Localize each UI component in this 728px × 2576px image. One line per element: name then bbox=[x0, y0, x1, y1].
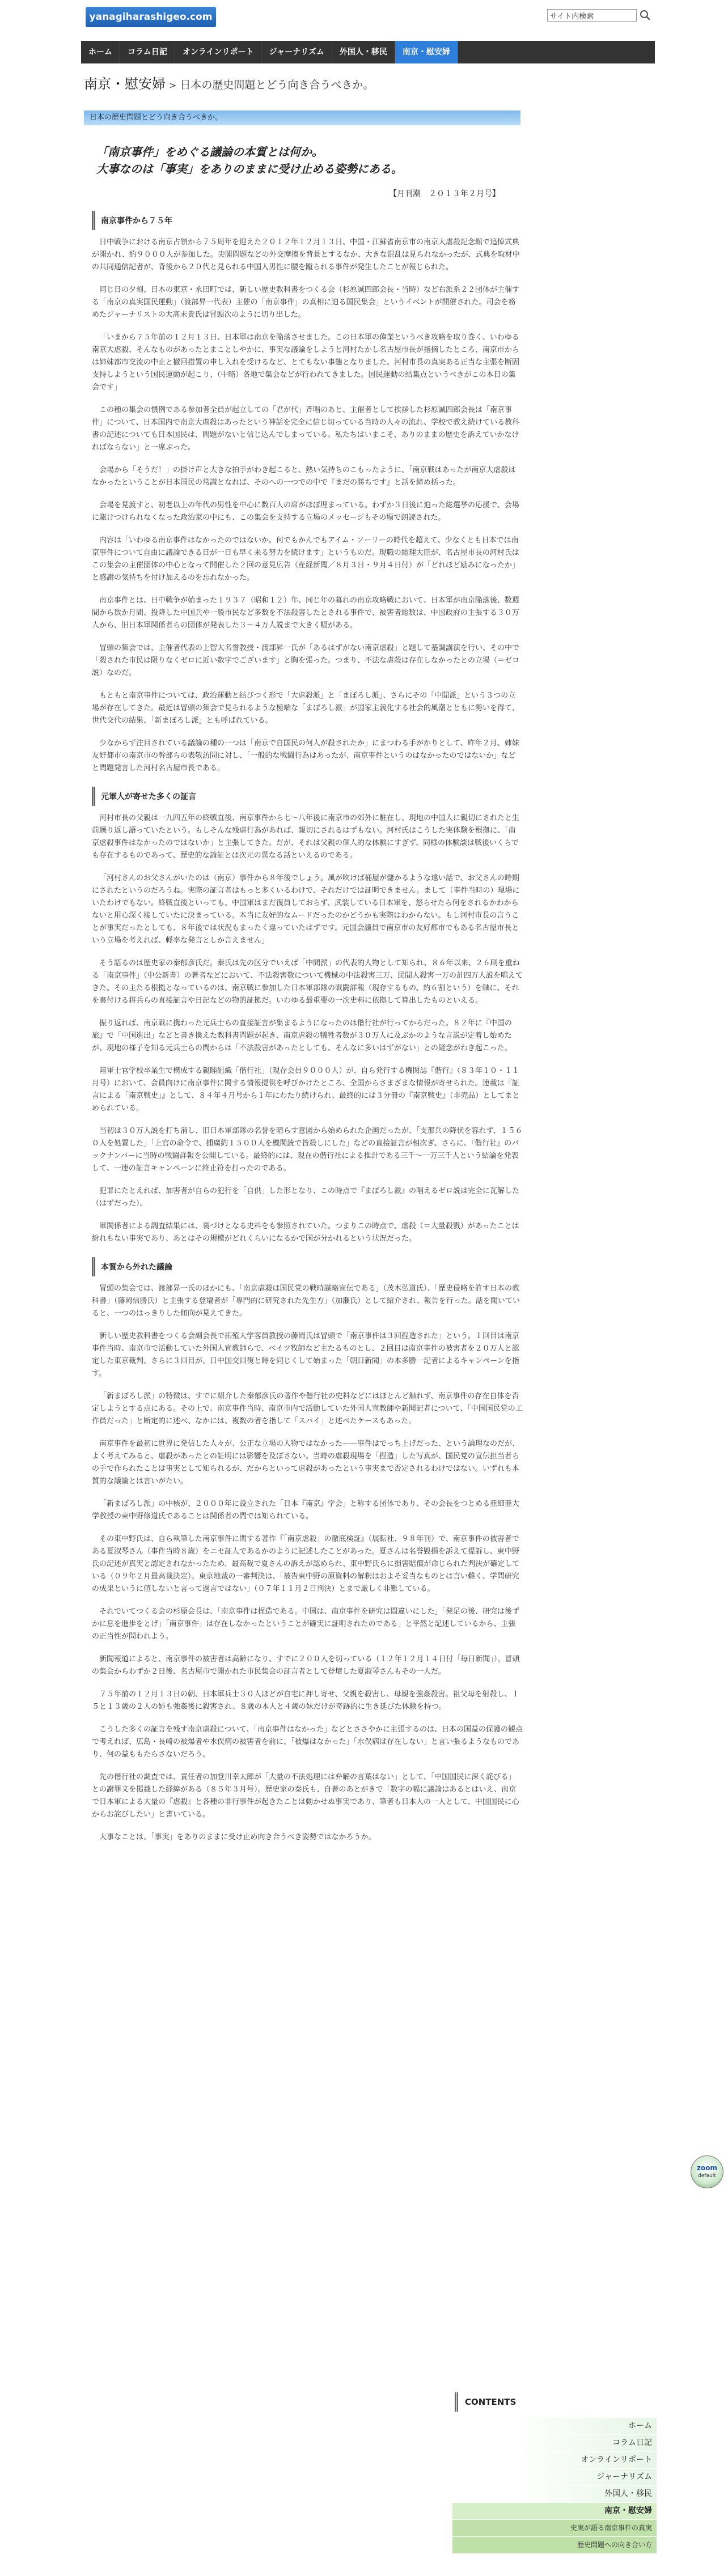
paragraph: 陸軍士官学校卒業生で構成する親睦組織「偕行社」（現存会員９０００人）が、自ら発行する機関誌『偕行』（８３年１０・１１月号）において、会員向けに南京事件に関する情報提供を呼びかけたところ、全国からさまざまな情報が寄せられた。連載は『証言による「南京戦史」』として、８４年４月号から１年にわたり続けられ、最終的には３分冊の『南京戦史』（非売品）としてまとめられている。 bbox=[92, 1067, 520, 1113]
paragraph: 「新まぼろし派」の特徴は、すでに紹介した秦郁彦氏の著作や偕行社の史料などにはほとんど触れず、南京事件の存在自体を否定しようとする点にある。その上で、南京事件当時、南京市内で活動していた外国人宣教師や新聞記者について、「中国国民党の工作員だった」と断定的に述べ、なかには、複数の者を指して「スパイ」と述べたケースもあった。 bbox=[92, 1392, 523, 1425]
nav-online-report[interactable]: オンラインリポート bbox=[175, 41, 262, 63]
paragraph: 先の偕行社の調査では、責任者の加登川幸太郎が「大量の不法処理には弁解の言葉はない」として、「中国国民に深く詫びる」との謝罪文を掲載した経緯がある（８５年３月号）。歴史家の秦氏も、自著のあとがきで「数字の幅に議論はあるとはいえ、南京で日本軍による大量の『虐殺』と各種の非行事件が起きたことは動かせぬ事実であり、筆者も日本人の一人として、中国国民に心からお詫びしたい」と書いている。 bbox=[92, 1773, 519, 1819]
paragraph: 振り返れば、南京戦に携わった元兵士らの直接証言が集まるようになったのは偕行社が行ってからだった。８２年に『中国の旅』で「中国進出」などと書き換えた教科書問題が起き、南京虐殺の犠牲者数が３０万人に及ぶかのような言説が定着し始めたが、現地の様子を知る元兵士らの間からは「不法殺害があったとしても、そんなに多いはずがない」との疑念がわき起こった。 bbox=[92, 1019, 512, 1053]
paragraph: 犯罪にたとえれば、加害者が自らの犯行を「自供」した形となり、この時点で『まぼろし派』の唱えるゼロ説は完全に瓦解した（はずだった）。 bbox=[92, 1187, 520, 1208]
zoom-value: default bbox=[698, 2173, 716, 2179]
magnifier-icon[interactable] bbox=[639, 9, 651, 22]
lead-line-2: 大事なのは「事実」をありのままに受け止める姿勢にある。 bbox=[96, 162, 403, 176]
sidebar-heading-text: CONTENTS bbox=[465, 2397, 517, 2407]
page-subtitle: 日本の歴史問題とどう向き合うべきか。 bbox=[180, 79, 374, 91]
article-body bbox=[84, 210, 523, 1844]
section-heading-1 bbox=[92, 210, 520, 231]
nav-column[interactable]: コラム日記 bbox=[120, 41, 175, 63]
paragraph: 河村市長の父親は一九四五年の終戦直後、南京事件から七〜八年後に南京市の郊外に駐在し、現地の中国人に親切にされたと生前繰り返し語っていたという。もしそんな残虐行為があれば、親切にされるはずもない。河村氏はこうした実体験を根拠に、「南京虐殺事件はなかったのではないか」と主張してきた。だが、それは父親の個人的な体験にすぎず、同様の体験談は戦後いくらでも存在するものであって、歴史的な論証とは次元の異なる話といえるのである。 bbox=[92, 814, 520, 860]
sidebar-subitem-1[interactable]: 史実が語る南京事件の真実 bbox=[452, 2520, 657, 2537]
paragraph: 新しい歴史教科書をつくる会副会長で拓殖大学客員教授の藤岡氏は冒頭で「南京事件は３回捏造された」という。１回目は南京事件当時、南京市で活動していた外国人宣教師らで、ベイツ牧師など主たるものとし、２回目は南京事件の被害者を２０万人と認定した東京裁判、さらに３回目が、日中国交回復と時を同じくして始まった「朝日新聞」の本多勝一記者によるキャンペーンを指す。 bbox=[92, 1332, 520, 1378]
heading-bar-icon bbox=[92, 787, 95, 806]
paragraph: そう語るのは歴史家の秦郁彦氏だ。秦氏は先の区分でいえば「中間派」の代表的人物として知られ、８６年以来、２６刷を重ねる「南京事件」（中公新書）の著者などにおいて、不法殺害数について機械の中法殺害三万、民間人殺害一万の計四万人説を唱えてきた。その主たる根拠となっているのは、南京戦に参加した日本軍部隊の戦闘詳報（現存するもの、約６割という）を軸に、それを裏付ける将兵らの直接証言や日記などの物的証拠だ。いわゆる最重要の一次史料に依拠して算出したものといえる。 bbox=[92, 959, 523, 1005]
publication-date: 【月刊潮 ２０１３年２月号】 bbox=[389, 189, 500, 198]
paragraph: 南京事件を最初に世界に発信した人々が、公正な立場の人物ではなかった——事件はでっち上げだった、という論理なのだが、よく考えてみると、虐殺があったとの証明には影響を及ぼさない。当時の虐殺現場を「捏造」した写真が、国民党の宣伝担当者らの手で作られたことは事実として知られるが、だからといって虐殺があったという事実まで否定されるわけではない。いずれも本質的な議論とは言いがたい。 bbox=[92, 1440, 520, 1486]
paragraph: 内容は「いわゆる南京事件はなかったのではないか。何でもかんでもアイム・ソーリーの時代を超えて、少なくとも日本では南京事件について自由に議論できる日が一日も早く来る努力を続けます」というものだ。現職の総理大臣が、名古屋市長の河村氏はこの集会の主催団体の中心となって開催した２回の意見広告（産経新聞／８月３日・９月４日付）が「どれほど励みになったか」と感謝の気持ちを付け加えるのを忘れなかった。 bbox=[92, 536, 520, 582]
page-title-main: 南京・慰安婦 bbox=[84, 76, 166, 92]
paragraph: その東中野氏は、自ら執筆した南京事件に関する著作『「南京虐殺」の徹底検証』（展転社、９８年刊）で、南京事件の被害者である夏淑琴さん（事件当時８歳）をニセ証人であるかのように記述したことがあった。夏さんは名誉毀損を訴えて提訴し、東中野氏の記述が真実と認定されなかったため、最高裁で夏さんの訴えが認められ、東中野氏らに損害賠償が命じられた判決が確定している（０９年２月最高裁決定）。東京地裁の一審判決は、「被告東中野の原資料の解釈はおよそ妥当なものとは言い難く、学問研究の成果というに値しないと言って過言ではない」（０７年１１月２日判決）とまで厳しく非難している。 bbox=[92, 1535, 520, 1593]
site-header bbox=[81, 0, 655, 40]
heading-bar-icon bbox=[92, 1257, 95, 1276]
title-separator: > bbox=[169, 80, 177, 91]
heading-bar-icon bbox=[92, 211, 95, 230]
paragraph: 冒頭の集会では、主催者代表の上智大名誉教授・渡部昇一氏が「あるはずがない南京虐殺」と題して基調講演を行い、その中で「殺された市民は限りなくゼロに近い数字でございます」と胸を張った。つまり、不法な虐殺は存在しなかったとの立場（＝ゼロ説）なのだ。 bbox=[92, 644, 520, 677]
paragraph: こうした多くの証言を残す南京虐殺について、「南京事件はなかった」などとささやかに主張するのは、日本の国益の保護の観点で考えれば、広島・長崎の被爆者や水俣病の被害者を前に、「被爆はなかった」「水俣病は存在しない」と言い張るようなものであり、何の益ももたらさないだろう。 bbox=[92, 1725, 523, 1759]
paragraph: 「新まぼろし派」の中核が、２０００年に設立された「日本『南京』学会」と称する団体であり、その会長をつとめる亜細亜大学教授の東中野修道氏であることは関係者の間では知られている。 bbox=[92, 1500, 520, 1521]
sidebar-item-nanking[interactable]: 南京・慰安婦 bbox=[452, 2503, 657, 2520]
lead-line-1: 「南京事件」をめぐる議論の本質とは何か。 bbox=[96, 145, 323, 159]
nav-journalism[interactable]: ジャーナリズム bbox=[261, 41, 332, 63]
sidebar-subitem-2[interactable]: 歴史問題への向き合い方 bbox=[452, 2537, 657, 2554]
paragraph: 冒頭の集会では、渡部昇一氏のほかにも、「南京虐殺は国民党の戦時謀略宣伝である」（茂木弘道氏）、「歴史侵略を許す日本の教科書」（藤岡信勝氏）と主張する登壇者が「専門的に研究された先生方」（加瀬氏）として紹介され、報告を行った。話を聞いていると、一つのはっきりした傾向が見えてきた。 bbox=[92, 1284, 520, 1318]
sidebar-contents bbox=[452, 2392, 657, 2554]
paragraph: 同じ日の夕刻、日本の東京・永田町では、新しい歴史教科書をつくる会（杉原誠四郎会長・当時）など右派系２２団体が主催する「南京の真実国民運動」（渡部昇一代表）主催の「南京事件」の真相に迫る国民集会」というイベントが開催された。司会を務めたジャーナリストの大高未貴氏は冒頭次のように切り出した。 bbox=[92, 286, 520, 319]
paragraph: 当初は３０万人説を打ち消し、旧日本軍部隊の名誉を晴らす意図から始められた企画だったが、「支那兵の降伏を容れず、１５６０人を処置した」「上官の命令で、捕虜約１５００人を機関銃で皆殺しにした」などの直接証言が相次ぎ、さらに、『偕行社』のバックナンバーに当時の戦闘詳報を公開している。最終的には、現在の偕行社による推計である三千〜一万三千人という結論を発表して、一連の証言キャンペーンに終止符を打ったのである。 bbox=[92, 1127, 523, 1173]
paragraph: ７５年前の１２月１３日の朝、日本軍兵士３０人ほどが自宅に押し寄せ、父親を殺害し、母親を強姦殺害。祖父母を射殺し、１５と１３歳の２人の姉も強姦後に殺害され、８歳の本人と４歳の妹だけが奇跡的に生き延びた体験を持つ。 bbox=[92, 1690, 519, 1711]
sidebar-item-immigrants[interactable]: 外国人・移民 bbox=[452, 2486, 657, 2503]
heading-bar-icon bbox=[455, 2392, 458, 2412]
paragraph: 大事なことは、「事実」をありのままに受け止め向き合うべき姿勢ではなかろうか。 bbox=[99, 1833, 376, 1841]
paragraph: 日中戦争における南京占領から７５周年を迎えた２０１２年１２月１３日、中国・江蘇省南京市の南京大虐殺記念館で追悼式典が開かれ、約９０００人が参加した。尖閣問題などの外交摩擦を背景とするなか、大きな混乱は見られなかったが、式典を取材中の共同通信記者が、背後から２０代と見られる中国人男性に腰を蹴られる事件が発生したことが報じられた。 bbox=[92, 238, 520, 271]
main-content bbox=[84, 63, 523, 1854]
paragraph: 新聞報道によると、南京事件の被害者は高齢になり、すでに２００人を切っている（１２年１２月１４日付「毎日新聞」）。冒頭の集会からわずか２日後、名古屋市で開かれた市民集会の証言者として登壇した夏淑琴さんもその一人だ。 bbox=[92, 1655, 520, 1676]
paragraph: 「いまから７５年前の１２月１３日、日本軍は南京を陥落させました。この日本軍の偉業というべき攻略を取り巻く、いわゆる南京大虐殺、そんなものがあったとまことしやかに、事実な議論をしようと河村たかし名古屋市長が指摘したところ、南京市からは姉妹都市交流の中止と撤回措置の申し入れを受けるなど、とてもない事態となりました。河村市長の真実ある正当な主張を断固支持しようという国民運動が起こり、（中略）各地で集会などが行われてきました。国民運動の結集点というべきがこの本日の集会です」 bbox=[92, 333, 520, 392]
paragraph: 会場から「そうだ！」の掛け声と大きな拍手がわき起こると、熱い気持ちのこもったように、「南京戦はあったが南京大虐殺はなかったということが日本国民の常識となれば、そのへの一つでの中で『まだの勝ちです』と話を締め括った。 bbox=[92, 466, 516, 487]
lead-text bbox=[96, 143, 520, 177]
sidebar-item-column[interactable]: コラム日記 bbox=[452, 2435, 657, 2452]
nav-immigrants[interactable]: 外国人・移民 bbox=[332, 41, 395, 63]
sidebar-item-home[interactable]: ホーム bbox=[452, 2418, 657, 2435]
sidebar-item-journalism[interactable]: ジャーナリズム bbox=[452, 2469, 657, 2486]
zoom-label: zoom bbox=[697, 2164, 717, 2172]
sidebar-item-online-report[interactable]: オンラインリポート bbox=[452, 2452, 657, 2469]
paragraph: 少なからず注目されている議論の種の一つは「南京で自国民の何人が殺されたか」にまつわる手がかりとして、昨年２月、姉妹友好都市の南京市の幹部らの表敬訪問に対し、「一般的な戦闘行為はあったが、南京事件というのはなかったのではないか」などと問題発言した河村名古屋市長である。 bbox=[92, 739, 519, 773]
nav-home[interactable]: ホーム bbox=[81, 41, 120, 63]
paragraph: この種の集会の慣例である参加者全員が起立しての「君が代」斉唱のあと、主催者として挨拶した杉原誠四郎会長は「南京事件」について、日本国内で南京大虐殺はあったという神話を完全に信じ切っている当時の人々の流れ、学校で教え続けている教科書の記述についても日本国民は、問題がないと信じ込んでしまっている。私たちはいまこそ、ありのままの歴史を訴えていかなければならない」と一席ぶった。 bbox=[92, 406, 520, 452]
paragraph: 南京事件とは、日中戦争が始まった１９３７（昭和１２）年、同じ年の暮れの南京攻略戦において、日本軍が南京陥落後、数週間から数か月間、投降した中国兵や一般市民など多数を不法殺害したとされる事件で、被害者総数は、中国政府の主張する３０万人から、旧日本軍関係者らの団体が発表した３〜４万人説まで大きく幅がある。 bbox=[92, 596, 519, 630]
main-nav bbox=[81, 41, 655, 63]
paragraph: 「河村さんのお父さんがいたのは（南京）事件から８年後でしょう。風が吹けば桶屋が儲かるような遠い話で、お父さんの時期にされたというのだろうね。実際の証言者はもっと多くいるわけで、それだけでは証明できません。まして（事件当時の）現場にいたわけでもない。終戦直後といっても、中国軍はまだ復員しておらず、武装している日本軍を、怒らせたら何をされるかわからないと用心深く接していたに決まっている。本当に友好的なムードだったのかどうかも実際はわからない。もし河村市長の言うことが事実だったとしても、８年後では状況もまったく違っていたはずです。元国会議員で南京市の友好都市でもある名古屋市長という立場を考えれば、軽率な発言としか言えません」 bbox=[92, 874, 520, 945]
sidebar-heading bbox=[455, 2392, 657, 2412]
page-title bbox=[84, 73, 520, 92]
paragraph: もともと南京事件については、政治運動と結びつく形で「大虐殺派」と「まぼろし派」、さらにその「中間派」という３つの立場が存在してきた。最近は冒頭の集会で見られるような極端な「まぼろし派」が国家主義化する社会的風潮とともに勢いを得て、世代交代の結果、「新まぼろし派」とも呼ばれている。 bbox=[92, 691, 519, 725]
section-bar: 日本の歴史問題とどう向き合うべきか。 bbox=[84, 111, 520, 125]
zoom-button[interactable] bbox=[691, 2155, 723, 2188]
paragraph: 会場を見渡すと、初老以上の年代の男性を中心に数百人の席がほぼ埋まっている。わずか３日後に迫った総選挙の応援で、会場に駆けつけられなくなった政治家の中にも、この集会を支持する立場のメッセージもその場で朗読された。 bbox=[92, 501, 519, 522]
section-heading-2 bbox=[92, 786, 520, 807]
paragraph: それでいてつくる会の杉原会長は、「南京事件は捏造である。中国は、南京事件を研究は間違いにした」「発足の後、研究は後ずかに息を進歩をとげ」「南京事件」は存在しなかったということが確実に証明されたのである」と平然と記述しているから、主張の正当性が問われよう。 bbox=[92, 1607, 520, 1641]
section-heading-text: 南京事件から７５年 bbox=[101, 217, 172, 226]
section-heading-text: 本質から外れた議論 bbox=[101, 1263, 172, 1272]
search-input[interactable] bbox=[547, 9, 637, 22]
site-logo[interactable]: yanagiharashigeo.com bbox=[86, 7, 216, 27]
section-heading-3 bbox=[92, 1257, 520, 1277]
section-heading-text: 元軍人が寄せた多くの証言 bbox=[101, 792, 196, 801]
paragraph: 軍関係者による調査結果には、裏づけとなる史料をも参照されていた。つまりこの時点で、虐殺（＝大量殺戮）があったことは紛れもない事実であり、あとはその規模がどれくらいになるかで国が分かれるという状況だった。 bbox=[92, 1222, 519, 1243]
nav-nanking[interactable]: 南京・慰安婦 bbox=[395, 41, 458, 63]
